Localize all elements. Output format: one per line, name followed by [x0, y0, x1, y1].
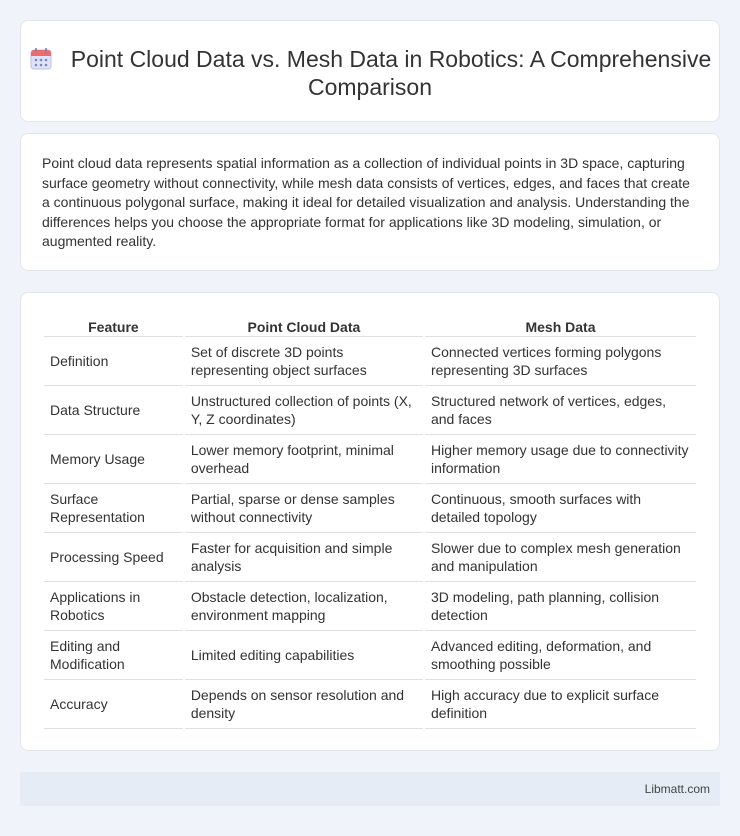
row-mesh: Structured network of vertices, edges, and faces: [425, 386, 696, 435]
page-title-wrap: [21, 45, 719, 101]
table-row: [44, 680, 696, 729]
row-point-cloud: Partial, sparse or dense samples without connectivity: [185, 484, 423, 533]
row-feature: Applications in Robotics: [44, 582, 183, 631]
row-mesh: Slower due to complex mesh generation and manipulation: [425, 533, 696, 582]
row-feature: Definition: [44, 337, 183, 386]
row-point-cloud: Unstructured collection of points (X, Y, Z coordinates): [185, 386, 423, 435]
table-row: [44, 386, 696, 435]
table-row: [44, 631, 696, 680]
row-mesh: 3D modeling, path planning, collision detection: [425, 582, 696, 631]
row-feature: Processing Speed: [44, 533, 183, 582]
row-feature: Accuracy: [44, 680, 183, 729]
row-point-cloud: Lower memory footprint, minimal overhead: [185, 435, 423, 484]
table-row: [44, 484, 696, 533]
table-row: [44, 533, 696, 582]
row-feature: Surface Representation: [44, 484, 183, 533]
row-point-cloud: Faster for acquisition and simple analysis: [185, 533, 423, 582]
intro-paragraph: Point cloud data represents spatial information as a collection of individual points in 3D space, capturing surface geometry without connectivity, while mesh data consists of vertices, edges, and faces that create a continuous polygonal surface, making it ideal for detailed visualization and analysis. Understanding the differences helps you choose the appropriate format for applications like 3D modeling, simulation, or augmented reality.: [42, 155, 690, 249]
row-point-cloud: Obstacle detection, localization, environment mapping: [185, 582, 423, 631]
intro-card: [20, 133, 720, 271]
header-point-cloud: Point Cloud Data: [185, 315, 423, 337]
table-row: [44, 582, 696, 631]
table-row: [44, 435, 696, 484]
comparison-table: [42, 315, 698, 729]
row-mesh: Advanced editing, deformation, and smoothing possible: [425, 631, 696, 680]
row-point-cloud: Set of discrete 3D points representing object surfaces: [185, 337, 423, 386]
header-feature: Feature: [44, 315, 183, 337]
row-mesh: High accuracy due to explicit surface definition: [425, 680, 696, 729]
row-point-cloud: Depends on sensor resolution and density: [185, 680, 423, 729]
table-row: [44, 337, 696, 386]
footer: [20, 772, 720, 806]
row-mesh: Connected vertices forming polygons representing 3D surfaces: [425, 337, 696, 386]
header-mesh: Mesh Data: [425, 315, 696, 337]
title-card: [20, 20, 720, 122]
row-mesh: Continuous, smooth surfaces with detailed topology: [425, 484, 696, 533]
comparison-table-card: [20, 292, 720, 751]
row-feature: Memory Usage: [44, 435, 183, 484]
row-feature: Editing and Modification: [44, 631, 183, 680]
page-title: Point Cloud Data vs. Mesh Data in Robotics: A Comprehensive Comparison: [70, 46, 712, 100]
calendar-icon: [29, 47, 53, 71]
row-feature: Data Structure: [44, 386, 183, 435]
footer-site-link[interactable]: Libmatt.com: [644, 782, 710, 796]
row-mesh: Higher memory usage due to connectivity information: [425, 435, 696, 484]
row-point-cloud: Limited editing capabilities: [185, 631, 423, 680]
table-header-row: [44, 315, 696, 337]
